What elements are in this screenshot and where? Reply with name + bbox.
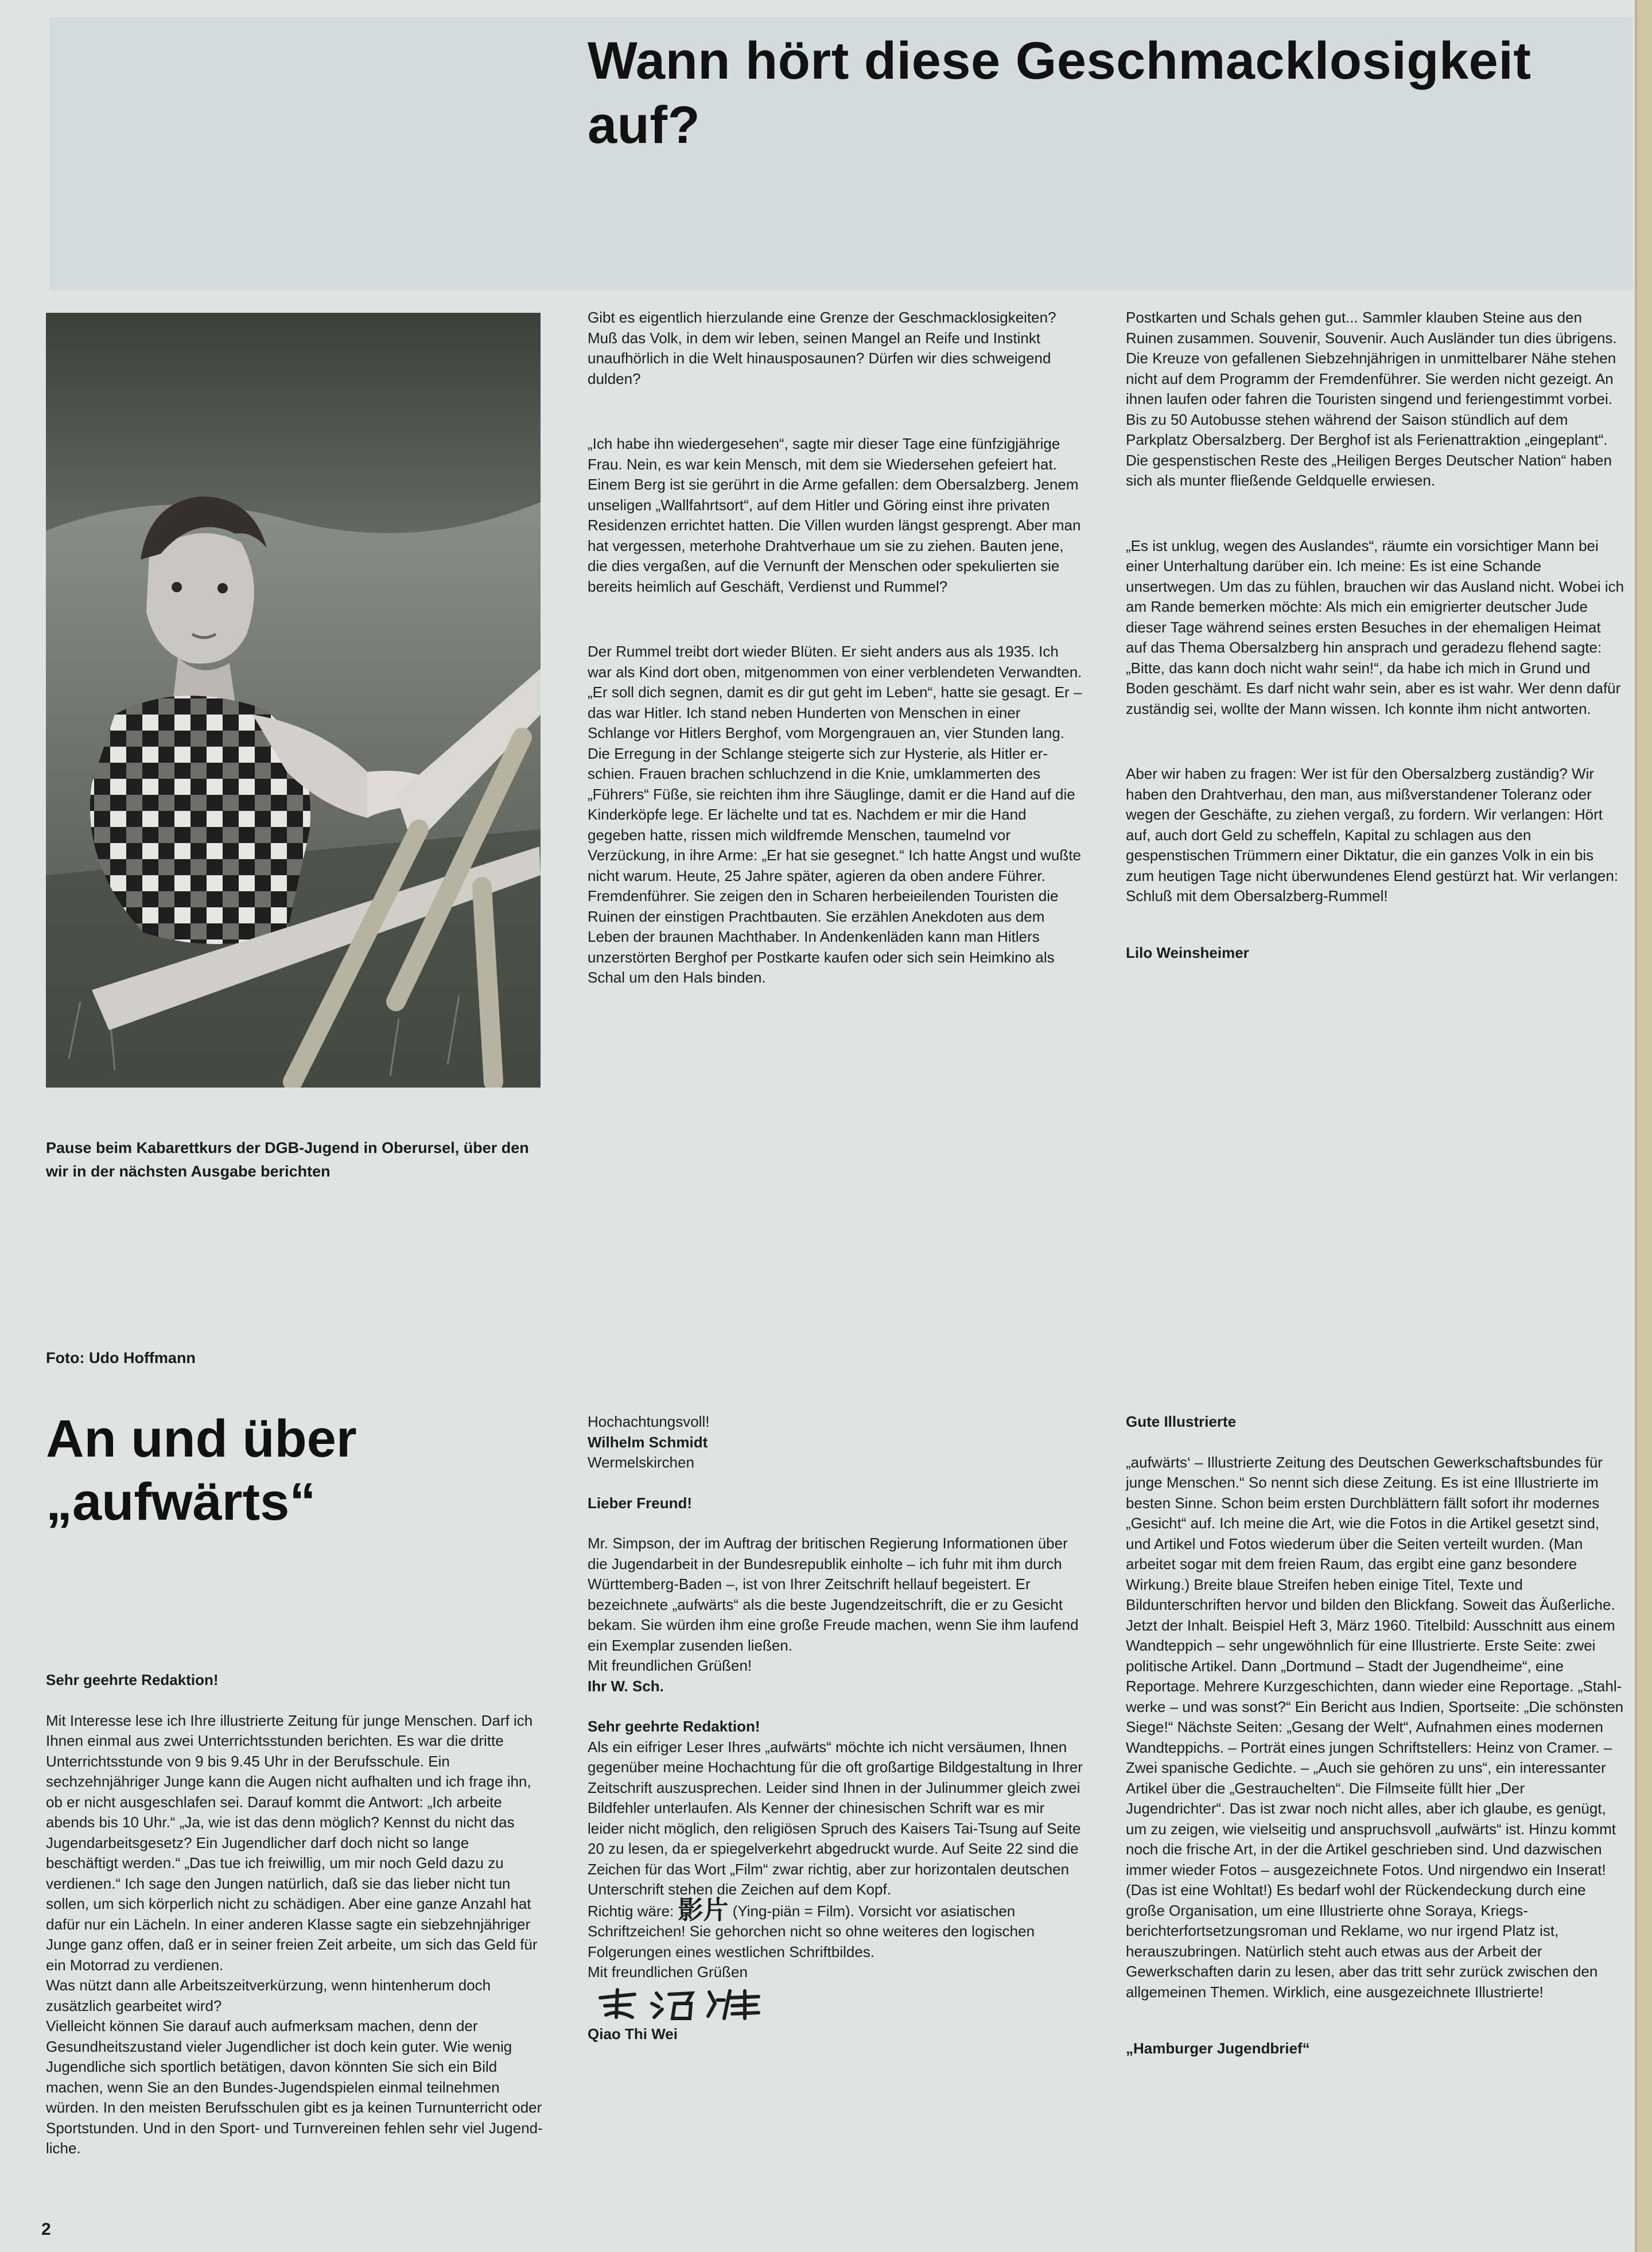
article-paragraph: Der Rummel treibt dort wieder Blüten. Er sieht anders aus als 1935. Ich war als Kind dort oben, mitgenommen von einer verblendeten Verwandten. „Er soll dich segnen, damit es dir gut geht im Leben“, hatte sie gesagt. Er – das war Hitler. Ich stand neben Hunderten von Menschen in einer Schlange vor Hitlers Berghof, vom Morgengrauen an, vier Stunden lang. Die Erregung in der Schlange steigerte sich zur Hysterie, als Hitler erschien. Frauen brachen schluchzend in die Knie, umklammerten des „Führers“ Füße, sie reichten ihm ihre Säuglinge, damit er die Hand auf die Kinderköpfe lege. Er lächelte und tat es. Nachdem er mir die Hand gegeben hatte, rissen mich wildfremde Menschen, taumelnd vor Verzückung, in ihre Arme: „Er hat sie gesegnet.“ Ich hatte Angst und wußte nicht warum. Heute, 25 Jahre später, agieren da oben andere Führer. Fremdenführer. Sie zeigen den in Scharen herbeieilenden Touristen die Ruinen der einstigen Prachtbauten. Sie erzählen Anekdoten aus dem Leben der braunen Machthaber. In Andenkenläden kann man Hitlers unzerstörten Berghof per Postkarte kaufen oder sich sein Heimkino als Schal um den Hals binden.: [588, 643, 1082, 986]
letter-author: Qiao Thi Wei: [588, 2025, 678, 2043]
letter-salutation: Lieber Freund!: [588, 1494, 693, 1512]
letter-paragraph: Was nützt dann alle Arbeitszeitverkürzung, wenn hintenherum doch zusätzlich gearbeitet wird?: [46, 1977, 491, 2014]
letter-column-1: [46, 1670, 543, 2159]
article-paragraph: Aber wir haben zu fragen: Wer ist für den Obersalzberg zuständig? Wir haben den Drahtverhau, den man, aus mißverstandener Toleranz oder wegen der Geschäfte, zu ziehen vergaß, zu fordern. Wir verlangen: Hört auf, auch dort Geld zu scheffeln, Kapital zu schlagen aus den gespenstischen Trümmern einer Diktatur, die ein ganzes Volk in ein bis zum heutigen Tage nicht überwundenes Elend gestürzt hat. Wir verlangen: Schluß mit dem Obersalzberg-Rummel!: [1126, 765, 1619, 904]
article-paragraph: Postkarten und Schals gehen gut... Sammler klauben Steine aus den Ruinen zusammen. Souvenir, Souvenir. Auch Ausländer tun dies übrigens. Die Kreuze von gefallenen Siebzehnjährigen in unmittelbarer Nähe stehen nicht auf dem Programm der Fremdenführer. Sie werden nicht gezeigt. An ihnen laufen oder fahren die Touristen singend und feriengestimmt vorbei. Bis zu 50 Autobusse stehen während der Saison stündlich auf dem Parkplatz Obersalzberg. Der Berghof ist als Ferienattraktion „eingeplant“. Die gespenstischen Reste des „Heiligen Berges Deutscher Nation“ haben sich als munter fließende Geldquelle erwiesen.: [1126, 309, 1617, 489]
letter-closing: Mit freundlichen Grüßen: [588, 1963, 748, 1981]
letter-paragraph: Vielleicht können Sie darauf auch aufmerksam machen, denn der Gesundheitszustand vieler Jugendlicher ist doch kein guter. Wie wenig Jugendliche sich sportlich betätigen, davon könnten Sie sich ein Bild machen, wenn Sie an den Bundes-Jugendspielen einmal teilnehmen würden. In den meisten Berufsschulen gibt es ja keinen Turnunterricht oder Sportstunden. Und in den Sport- und Turnvereinen fehlen sehr viel Jugendliche.: [46, 2017, 543, 2157]
photo-credit: Foto: Udo Hoffmann: [46, 1349, 196, 1366]
letter-author: Ihr W. Sch.: [588, 1677, 664, 1695]
letter-paragraph: [588, 1895, 1085, 1963]
letter-paragraph: Mit Interesse lese ich Ihre illustrierte Zeitung für junge Menschen. Darf ich Ihnen einmal aus zwei Unterrichtsstunden berichten. Es war die dritte Unterrichtsstunde von 9 bis 9.45 Uhr in der Berufsschule. Ein sechzehnjähriger Junge kann die Augen nicht aufhalten und ich frage ihn, ob er nicht ausgeschlafen sei. Darauf kommt die Antwort: „Ich arbeite abends bis 10 Uhr.“ „Ja, wie ist das denn möglich? Kennst du nicht das Jugendarbeitsgesetz? Ein Jugendlicher darf doch nicht so lange beschäftigt werden.“ „Das tue ich freiwillig, um mir noch Geld dazu zu verdienen.“ Ich sage den Jungen natürlich, daß sie das lieber nicht tun sollen, um sich körperlich nicht zu schädigen. Aber eine ganze Anzahl hat dafür nur ein Lächeln. In einer anderen Klasse sagte ein siebzehnjähriger Junge ganz offen, daß er in seiner freien Zeit arbeite, um sich das Geld für ein Motorrad zu verdienen.: [46, 1711, 538, 1974]
article-paragraph: „Es ist unklug, wegen des Auslandes“, räumte ein vorsichtiger Mann bei einer Unterhaltung darüber ein. Ich meine: Es ist eine Schande unsertwegen. Um das zu fühlen, brauchen wir das Ausland nicht. Wobei ich am Rande bemerken möchte: Als mich ein emigrierter deutscher Jude dieser Tage während seines ersten Besuches in der ehemaligen Heimat auf das Thema Obersalzberg hin ansprach und geradezu flehend sagte: „Bitte, das kann doch nicht wahr sein!“, da habe ich mich in Grund und Boden geschämt. Es darf nicht wahr sein, aber es ist wahr. Wer denn dafür zuständig sei, wollte der Mann wissen. Ich konnte ihm nicht antworten.: [1126, 537, 1624, 717]
chinese-characters: 影片: [678, 1895, 729, 1925]
section-title: [46, 1407, 562, 1533]
article-paragraph: „Ich habe ihn wiedergesehen“, sagte mir dieser Tage eine fünfzigjährige Frau. Nein, es war kein Mensch, mit dem sie Wiedersehen gefeiert hat. Einem Berg ist sie gerührt in die Arme gefallen: dem Obersalzberg. Jenem unseligen „Wallfahrtsort“, auf dem Hitler und Göring einst ihre privaten Residenzen errichtet hatten. Die Villen wurden längst gesprengt. Aber man hat vergessen, meterhohe Drahtverhaue um sie zu ziehen. Bauten jene, die dies vergaßen, auf die Vernunft der Menschen oder spekulierten sie bereits heimlich auf Geschäft, Verdienst und Rummel?: [588, 435, 1081, 595]
letter-column-2: [588, 1412, 1085, 2044]
letter-column-3: [1126, 1412, 1625, 2059]
letter-salutation: Sehr geehrte Redaktion!: [588, 1718, 760, 1735]
page-number: 2: [41, 2220, 51, 2239]
article-paragraph: Gibt es eigentlich hierzulande eine Grenze der Geschmacklosigkeiten? Muß das Volk, in dem wir leben, seinen Mangel an Reife und Instinkt unaufhörlich in die Welt hinausposaunen? Dürfen wir dies schweigend dulden?: [588, 309, 1056, 387]
section-title-line-2: „aufwärts“: [46, 1473, 316, 1531]
article-headline: Wann hört diese Geschmacklosigkeit auf?: [588, 32, 1531, 154]
letter-text: Richtig wäre:: [588, 1902, 674, 1920]
chinese-signature: [594, 1986, 767, 2022]
section-title-line-1: An und über: [46, 1410, 357, 1468]
letter-source: „Hamburger Jugendbrief“: [1126, 2040, 1310, 2057]
letter-salutation: Sehr geehrte Redaktion!: [46, 1671, 219, 1688]
letter-paragraph: Mr. Simpson, der im Auftrag der britischen Regierung Informationen über die Jugendarbeit in der Bundesrepublik einholte – ich fuhr mit ihm durch Württemberg-Baden –, ist von Ihrer Zeitschrift hellauf begeistert. Er bezeichnete „aufwärts“ als die beste Jugendzeitschrift, die er zu Gesicht bekam. Sie würden ihm eine große Freude machen, wenn Sie ihm laufend ein Exemplar zusenden ließen.: [588, 1535, 1079, 1654]
letter-closing: Hochachtungsvoll!: [588, 1413, 710, 1430]
letter-heading: Gute Illustrierte: [1126, 1413, 1237, 1430]
photo-caption: Pause beim Kabarettkurs der DGB-Jugend in Oberursel, über den wir in der nächsten Ausgabe berichten: [46, 1139, 529, 1180]
article-column-2: [1126, 308, 1625, 963]
article-photo: [46, 313, 541, 1088]
article-column-1: [588, 308, 1085, 988]
letter-text: (Ying-piän = Film). Vorsicht vor asiatischen Schriftzeichen! Sie gehorchen nicht so ohne weiteres den logischen Folgerungen eines westlichen Schriftbildes.: [588, 1902, 1035, 1960]
letter-paragraph: „aufwärts‘ – Illustrierte Zeitung des Deutschen Gewerkschaftsbundes für junge Menschen.“ So nennt sich diese Zeitung. Es ist eine Illustrierte im besten Sinne. Schon beim ersten Durchblättern fällt sofort ihr modernes „Gesicht“ auf. Ich meine die Art, wie die Fotos in die Artikel gesetzt sind, und Artikel und Fotos wiederum über die Seiten verteilt wurden. (Man arbeitet sogar mit dem freien Raum, das ergibt eine ganz besondere Wirkung.) Breite blaue Streifen heben einige Titel, Texte und Bildunterschriften hervor und bilden den Blickfang. Soweit das Äußerliche. Jetzt der Inhalt. Beispiel Heft 3, März 1960. Titelbild: Ausschnitt aus einem Wandteppich – sehr ungewöhnlich für eine Illustrierte. Erste Seite: zwei politische Artikel. Dann „Dortmund – Stadt der Jugendheime“, eine Reportage. Mehrere Kurzgeschichten, dann wieder eine Reportage. „Stahlwerke – und was sonst?“ Ein Bericht aus Indien, Sportseite: „Die schönsten Siege!“ Nächste Seiten: „Gesang der Welt“, Aufnahmen eines modernen Wandteppichs. – Porträt eines jungen Schriftstellers: Heinz von Cramer. – Zwei spanische Gedichte. – „Auch sie gehören zu uns“, ein interessanter Artikel über die „Gestrauchelten“. Die Filmseite füllt hier „Der Jugendrichter“. Das ist zwar noch nicht alles, aber ich glaube, es genügt, um zu zeigen, wie vielseitig und anspruchsvoll „aufwärts“ ist. Hinzu kommt noch die frische Art, in der die Artikel geschrieben sind. Und dazwischen immer wieder Fotos – ausgezeichnete Fotos. Und nirgendwo ein Inserat! (Das ist eine Wohltat!) Es bedarf wohl der Rückendeckung durch eine große Organisation, um eine Illustrierte ohne Soraya, Kriegsberichterfortsetzungsroman und Reklame, wo nur irgend Platz ist, herauszubringen. Natürlich steht auch etwas aus der Arbeit der Gewerkschaften darin zu lesen, aber das tritt sehr zurück zwischen den allgemeinen Themen. Wirklich, eine ausgezeichnete Illustrierte!: [1126, 1453, 1624, 2001]
letter-author: Wilhelm Schmidt: [588, 1433, 708, 1451]
article-author: Lilo Weinsheimer: [1126, 943, 1249, 961]
letter-paragraph: Als ein eifriger Leser Ihres „aufwärts“ möchte ich nicht versäumen, Ihnen gegenüber meine Hochachtung für die oft großartige Bildgestaltung in Ihrer Zeitschrift auszusprechen. Leider sind Ihnen in der Julinummer gleich zwei Bildfehler unterlaufen. Als Kenner der chinesischen Schrift war es mir leider nicht möglich, den religiösen Spruch des Kaisers Tai-Tsung auf Seite 20 zu lesen, da er spiegelverkehrt abgedruckt wurde. Auf Seite 22 sind die Zeichen für das Wort „Film“ zwar richtig, aber zur horizontalen deutschen Unterschrift stehen die Zeichen auf dem Kopf.: [588, 1738, 1083, 1898]
page-edge: [1637, 0, 1652, 2252]
letter-place: Wermelskirchen: [588, 1454, 694, 1471]
letter-closing: Mit freundlichen Grüßen!: [588, 1657, 752, 1674]
page-edge-shadow: [1635, 0, 1637, 2252]
